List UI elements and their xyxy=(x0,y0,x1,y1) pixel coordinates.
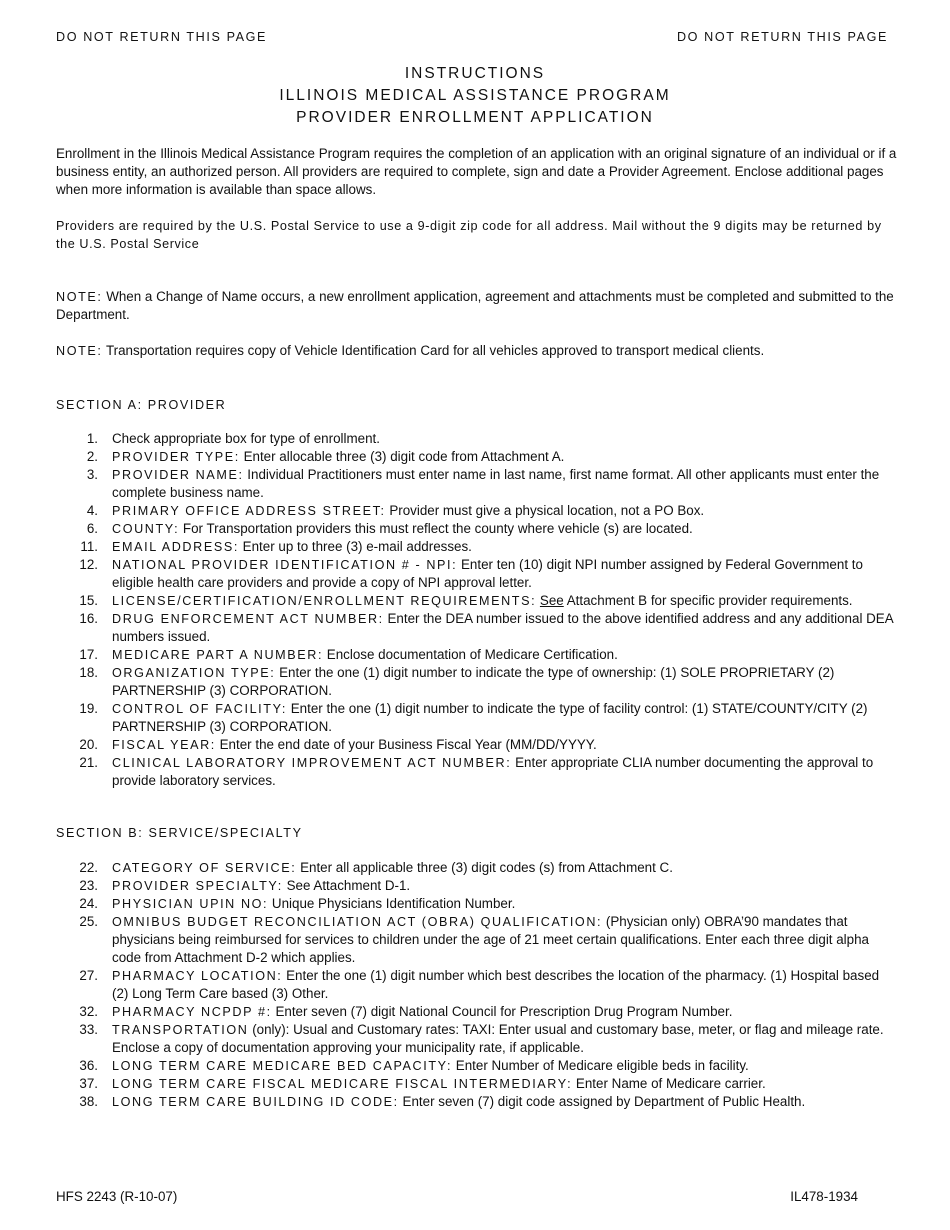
item-number: 3. xyxy=(86,467,98,482)
intro-paragraph: Enrollment in the Illinois Medical Assistance Program requires the completion of an application with an original signature of an individual or if a business entity, an authorized person. All providers are required to complete, sign and date a Provider Agreement. Enclose additional pages when more information is available than space allows. xyxy=(56,146,897,197)
item-number: 38. xyxy=(79,1094,98,1109)
item-number: 15. xyxy=(79,593,98,608)
item-label: PHARMACY NCPDP #: xyxy=(112,1005,272,1019)
item-number: 18. xyxy=(79,665,98,680)
item-label: NATIONAL PROVIDER IDENTIFICATION # - NPI: xyxy=(112,558,458,572)
item-text: Enter the one (1) digit number to indicate the type of ownership: (1) SOLE PROPRIETARY (2) PARTNERSHIP (3) CORPORATION. xyxy=(112,665,835,698)
item-label: CONTROL OF FACILITY: xyxy=(112,702,287,716)
footer-code: IL478-1934 xyxy=(790,1189,858,1204)
item-label: CATEGORY OF SERVICE: xyxy=(112,861,297,875)
item-text: Enter ten (10) digit NPI number assigned by Federal Government to eligible health care providers and provide a copy of NPI approval letter. xyxy=(112,557,863,590)
list-item xyxy=(56,538,898,556)
item-label: OMNIBUS BUDGET RECONCILIATION ACT (OBRA) QUALIFICATION: xyxy=(112,915,603,929)
list-item xyxy=(56,664,898,700)
item-number: 20. xyxy=(79,737,98,752)
item-number: 33. xyxy=(79,1022,98,1037)
list-item xyxy=(56,700,898,736)
item-number: 16. xyxy=(79,611,98,626)
note-transportation xyxy=(56,342,898,360)
item-label: LONG TERM CARE FISCAL MEDICARE FISCAL INTERMEDIARY: xyxy=(112,1077,573,1091)
item-label: LONG TERM CARE MEDICARE BED CAPACITY: xyxy=(112,1059,453,1073)
list-item xyxy=(56,859,898,877)
title-instructions: INSTRUCTIONS xyxy=(404,65,546,82)
header-left-notice: DO NOT RETURN THIS PAGE xyxy=(56,30,268,44)
note-label: NOTE: xyxy=(56,290,103,304)
section-b-title: SECTION B: SERVICE/SPECIALTY xyxy=(56,826,303,840)
item-text: (Physician only) OBRA’90 mandates that physicians being reimbursed for services to children under the age of 21 meet certain qualifications. Enter each three digit alpha code from Attachment D-2 which applies. xyxy=(112,914,870,965)
item-label: PHYSICIAN UPIN NO: xyxy=(112,897,269,911)
item-number: 22. xyxy=(79,860,98,875)
item-number: 27. xyxy=(79,968,98,983)
item-label: LONG TERM CARE BUILDING ID CODE: xyxy=(112,1095,399,1109)
item-label: MEDICARE PART A NUMBER: xyxy=(112,648,324,662)
item-label: PROVIDER TYPE: xyxy=(112,450,240,464)
item-label: FISCAL YEAR: xyxy=(112,738,216,752)
list-item xyxy=(56,1057,898,1075)
list-item xyxy=(56,610,898,646)
item-label: PRIMARY OFFICE ADDRESS STREET: xyxy=(112,504,386,518)
item-text: Unique Physicians Identification Number. xyxy=(271,896,516,911)
item-label: CLINICAL LABORATORY IMPROVEMENT ACT NUMBER: xyxy=(112,756,512,770)
list-item xyxy=(56,1003,898,1021)
item-text: Enter Number of Medicare eligible beds in facility. xyxy=(455,1058,749,1073)
list-item xyxy=(56,967,898,1003)
item-text: Enter allocable three (3) digit code from Attachment A. xyxy=(243,449,565,464)
item-number: 4. xyxy=(86,503,98,518)
section-a-list xyxy=(56,430,898,790)
list-item xyxy=(56,895,898,913)
section-b-list xyxy=(56,859,898,1111)
list-item xyxy=(56,1075,898,1093)
item-number: 25. xyxy=(79,914,98,929)
list-item xyxy=(56,1093,898,1111)
list-item xyxy=(56,877,898,895)
item-text: (only): Usual and Customary rates: TAXI: Enter usual and customary base, meter, or flag and mileage rate. Enclose a copy of documentation approving your municipality rate, if applicable. xyxy=(112,1022,884,1055)
item-label: DRUG ENFORCEMENT ACT NUMBER: xyxy=(112,612,384,626)
item-text: Enter the end date of your Business Fiscal Year (MM/DD/YYYY. xyxy=(219,737,597,752)
item-text: Enter seven (7) digit code assigned by Department of Public Health. xyxy=(402,1094,806,1109)
item-underlined-word: See xyxy=(539,593,564,608)
item-number: 23. xyxy=(79,878,98,893)
item-text: For Transportation providers this must reflect the county where vehicle (s) are located. xyxy=(182,521,693,536)
item-number: 19. xyxy=(79,701,98,716)
footer-form-number: HFS 2243 (R-10-07) xyxy=(56,1189,178,1204)
item-label: PROVIDER SPECIALTY: xyxy=(112,879,283,893)
item-text: Check appropriate box for type of enrollment. xyxy=(112,431,380,446)
item-text: Attachment B for specific provider requirements. xyxy=(566,593,853,608)
item-text: Provider must give a physical location, not a PO Box. xyxy=(389,503,705,518)
list-item xyxy=(56,913,898,967)
item-text: Enter all applicable three (3) digit codes (s) from Attachment C. xyxy=(300,860,673,875)
item-number: 21. xyxy=(79,755,98,770)
zip-code-paragraph: Providers are required by the U.S. Postal Service to use a 9-digit zip code for all address. Mail without the 9 digits may be returned by the U.S. Postal Service xyxy=(56,219,882,251)
item-number: 12. xyxy=(79,557,98,572)
title-program: ILLINOIS MEDICAL ASSISTANCE PROGRAM xyxy=(279,87,671,104)
item-label: PHARMACY LOCATION: xyxy=(112,969,283,983)
list-item xyxy=(56,556,898,592)
list-item xyxy=(56,502,898,520)
list-item xyxy=(56,592,898,610)
note-name-change xyxy=(56,288,898,324)
item-number: 17. xyxy=(79,647,98,662)
item-text: Enter appropriate CLIA number documenting the approval to provide laboratory services. xyxy=(112,755,874,788)
item-label: ORGANIZATION TYPE: xyxy=(112,666,276,680)
item-number: 6. xyxy=(86,521,98,536)
item-text: Enter seven (7) digit National Council for Prescription Drug Program Number. xyxy=(275,1004,733,1019)
list-item xyxy=(56,466,898,502)
list-item xyxy=(56,1021,898,1057)
item-number: 24. xyxy=(79,896,98,911)
list-item xyxy=(56,430,898,448)
header-right-notice: DO NOT RETURN THIS PAGE xyxy=(676,30,888,44)
item-label: TRANSPORTATION xyxy=(112,1023,249,1037)
item-text: Enter up to three (3) e-mail addresses. xyxy=(242,539,472,554)
item-number: 2. xyxy=(86,449,98,464)
item-number: 1. xyxy=(86,431,98,446)
item-text: Individual Practitioners must enter name in last name, first name format. All other applicants must enter the complete business name. xyxy=(112,467,880,500)
item-text: Enclose documentation of Medicare Certification. xyxy=(326,647,618,662)
item-text: Enter the one (1) digit number to indicate the type of facility control: (1) STATE/COUNTY/CITY (2) PARTNERSHIP (3) CORPORATION. xyxy=(112,701,868,734)
list-item xyxy=(56,448,898,466)
note-label: NOTE: xyxy=(56,344,103,358)
item-number: 11. xyxy=(80,539,98,554)
item-text: See Attachment D-1. xyxy=(286,878,411,893)
item-label: LICENSE/CERTIFICATION/ENROLLMENT REQUIREMENTS: xyxy=(112,594,537,608)
item-text: Enter Name of Medicare carrier. xyxy=(575,1076,766,1091)
item-text: Enter the one (1) digit number which best describes the location of the pharmacy. (1) Hospital based (2) Long Term Care based (3) Other. xyxy=(112,968,880,1001)
title-application: PROVIDER ENROLLMENT APPLICATION xyxy=(296,109,654,126)
item-label: COUNTY: xyxy=(112,522,180,536)
note-text: Transportation requires copy of Vehicle Identification Card for all vehicles approved to transport medical clients. xyxy=(105,343,765,358)
note-text: When a Change of Name occurs, a new enrollment application, agreement and attachments must be completed and submitted to the Department. xyxy=(56,289,894,322)
item-number: 32. xyxy=(79,1004,98,1019)
item-number: 37. xyxy=(79,1076,98,1091)
item-text: Enter the DEA number issued to the above identified address and any additional DEA numbers issued. xyxy=(112,611,893,644)
list-item xyxy=(56,646,898,664)
item-label: EMAIL ADDRESS: xyxy=(112,540,239,554)
list-item xyxy=(56,754,898,790)
item-number: 36. xyxy=(79,1058,98,1073)
list-item xyxy=(56,520,898,538)
item-label: PROVIDER NAME: xyxy=(112,468,244,482)
list-item xyxy=(56,736,898,754)
section-a-title: SECTION A: PROVIDER xyxy=(56,398,227,412)
